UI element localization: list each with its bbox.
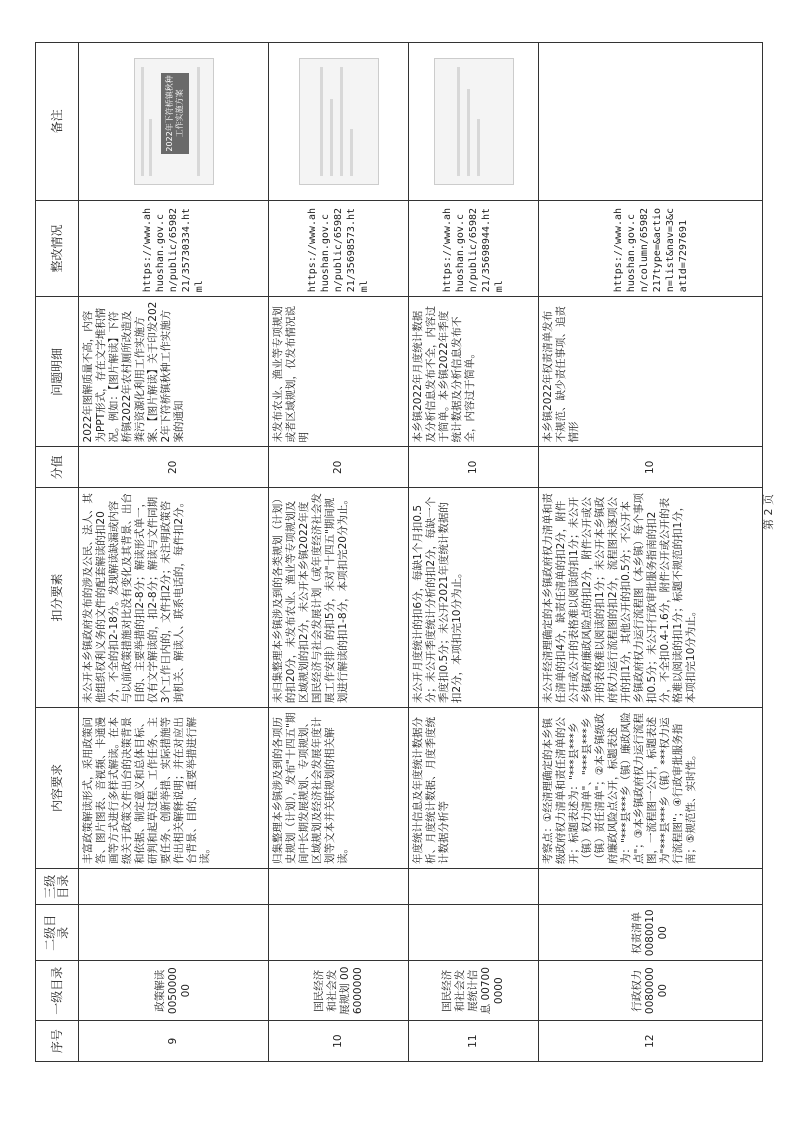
cell-seq: 10 [269, 1021, 409, 1062]
cell-content: 丰富政策解读形式，采用政策问答、图片图表、音视频、卡通漫画等方式进行多样式解读。在本级关于政策文件出台的决策背景和依据、制定意义和总体目标、研判和起草过程、工作任务、主要任务、创新举措、实际措施等作出相关解释说明；并在对应出台背景、目的、重要举措进行解读。 [79, 708, 269, 869]
cell-seq: 9 [79, 1021, 269, 1062]
screenshot-thumbnail [134, 58, 214, 185]
cell-seq: 12 [539, 1021, 763, 1062]
table-row [79, 43, 269, 1062]
cell-deduction: 未归集整理本乡镇涉及到的各类规划（计划）的扣20分，未发布农业、渔业等专项规划及区域规划的扣2分，未公开本乡镇2022年度国民经济与社会发展计划（或年度经济社会发展工作安排）的扣5分，未对"十四五"期间规划进行解读的扣1-8分，本项扣完20分为止。 [269, 488, 409, 708]
header-content: 内容要求 [36, 708, 79, 869]
cell-remark [269, 43, 409, 201]
header-row [36, 43, 79, 1062]
cell-content: 考察点：①经清理确定的本乡镇级政府权力清单和责任清单的公开；标题表述为："***县***乡（镇）权力清单"、"***县***乡（镇）责任清单"；②本乡镇级政府廉政风险点公开，标题表述为："***县***乡（镇）廉政风险点"；③本乡镇政府权力运行流程图，一流程图一公开，标题表述为"***县***乡（镇）***权力运行流程图"；④行政审批服务指南；⑤规范性、实时性。 [539, 708, 763, 869]
evaluation-table [35, 42, 763, 1062]
cell-problem: 本乡镇2022年权责清单发布不规范、缺少责任事项、追责情形 [539, 297, 763, 447]
table-row [269, 43, 409, 1062]
cell-score: 20 [79, 447, 269, 488]
cell-remark [539, 43, 763, 201]
screenshot-thumbnail [434, 58, 514, 185]
cell-level3 [79, 868, 269, 904]
cell-content: 归集整理本乡镇涉及到的各项历史规划（计划），发布"十四五"期间中长期发展规划、专项规划、区域规划及经济社会发展年度计划等文本并关联规划的相关解读。 [269, 708, 409, 869]
table-row [539, 43, 763, 1062]
cell-deduction: 未公开经清理确定的本乡镇政府权力清单和责任清单的扣4分，缺责任清单的扣2分，附件公开或公开的表格难以阅读的扣1分；未公开乡镇政府廉政风险点的扣2分，附件公开或公开的表格难以阅读的扣1分；未公开本乡镇政府权力运行流程图的扣2分，流程图未逐项公开的扣1分，其他公开的扣0.5分；不公开本乡镇政府权力运行流程图（本乡镇）每个事项扣0.5分；未公开行政审批服务指南的扣2分，不全扣0.4-1.6分，附件公开或公开的表格难以阅读的扣1分；标题不规范的扣1分，本项扣完10分为止。 [539, 488, 763, 708]
header-level2: 二级目录 [36, 905, 79, 961]
header-rectify: 整改情况 [36, 200, 79, 297]
cell-level2 [79, 905, 269, 961]
cell-remark [409, 43, 539, 201]
header-deduction: 扣分要素 [36, 488, 79, 708]
cell-content: 年度统计信息及年度统计数据分析、月度统计数据、月度季度统计数据分析等 [409, 708, 539, 869]
cell-score: 10 [409, 447, 539, 488]
cell-score: 10 [539, 447, 763, 488]
cell-level1: 国民经济和社会发展统计信息 007000000 [409, 961, 539, 1021]
cell-seq: 11 [409, 1021, 539, 1062]
cell-deduction: 未公开月度统计的扣6分，每缺1个月扣0.5分；未公开季度统计分析的扣2分，每缺一个季度扣0.5分；未公开2021年度统计数据的扣2分，本项扣完10分为止。 [409, 488, 539, 708]
header-remark: 备注 [36, 43, 79, 201]
cell-rectify-link[interactable]: https://www.ahhuoshan.gov.cn/public/6598221/35730334.html [79, 200, 269, 297]
cell-level2: 权责清单 008001000 [539, 905, 763, 961]
cell-deduction: 未公开本乡镇政府发布的涉及公民、法人、其他组织权利义务的文件的配套解读的扣20分，不全的扣2-18分。发现解读缺漏或内容与以前政策措施对比没有变化及其背景、出台目的、主要举措的扣2-8分；解读形式单一，仅有文字解读的，扣2-8分；解读与文件同期3个工作日内的，文件扣2分；未注明政策咨询机关、解读人、联系电话的，每件扣2分。 [79, 488, 269, 708]
table-row [409, 43, 539, 1062]
cell-level3 [409, 868, 539, 904]
cell-level1: 国民经济和社会发展规划 006000000 [269, 961, 409, 1021]
page-number: 第 2 页 [762, 494, 775, 530]
cell-score: 20 [269, 447, 409, 488]
cell-level1: 政策解读 005000000 [79, 961, 269, 1021]
cell-problem: 2022年图解质量不高，内容为PPT形式，存在文字堆积情况。例如：【图片解读】下符桥镇2022年农村厕所改造及粪污资源化利用工作实施方案、【图片解读】关于印发2022年下符桥镇秋种工作实施方案的通知 [79, 297, 269, 447]
header-score: 分值 [36, 447, 79, 488]
header-level1: 一级目录 [36, 961, 79, 1021]
cell-level2 [409, 905, 539, 961]
cell-level3 [539, 868, 763, 904]
cell-rectify-link[interactable]: https://www.ahhuoshan.gov.cn/public/6598221/35698573.html [269, 200, 409, 297]
header-level3: 三级目录 [36, 868, 79, 904]
cell-level2 [269, 905, 409, 961]
cell-rectify-link[interactable]: https://www.ahhuoshan.gov.cn/public/6598221/35698944.html [409, 200, 539, 297]
header-problem: 问题明细 [36, 297, 79, 447]
cell-remark [79, 43, 269, 201]
cell-level3 [269, 868, 409, 904]
cell-problem: 本乡镇2022年月度统计数据及分析信息发布不全，内容过于简单。本乡镇2022年季度统计数据及分析信息发布不全，内容过于简单。 [409, 297, 539, 447]
screenshot-thumbnail [299, 58, 379, 185]
header-seq: 序号 [36, 1021, 79, 1062]
cell-level1: 行政权力 008000000 [539, 961, 763, 1021]
table-sheet [35, 42, 755, 1062]
cell-problem: 未发布农业、渔业等专项规划或者区域规划，仅发布情况说明 [269, 297, 409, 447]
thumbnail-caption: 2022年下符桥镇秋种工作实施方案 [164, 75, 184, 152]
cell-rectify-link[interactable]: https://www.ahhuoshan.gov.cn/column/65982217type=&action=list&nav=3&catId=7297691 [539, 200, 763, 297]
